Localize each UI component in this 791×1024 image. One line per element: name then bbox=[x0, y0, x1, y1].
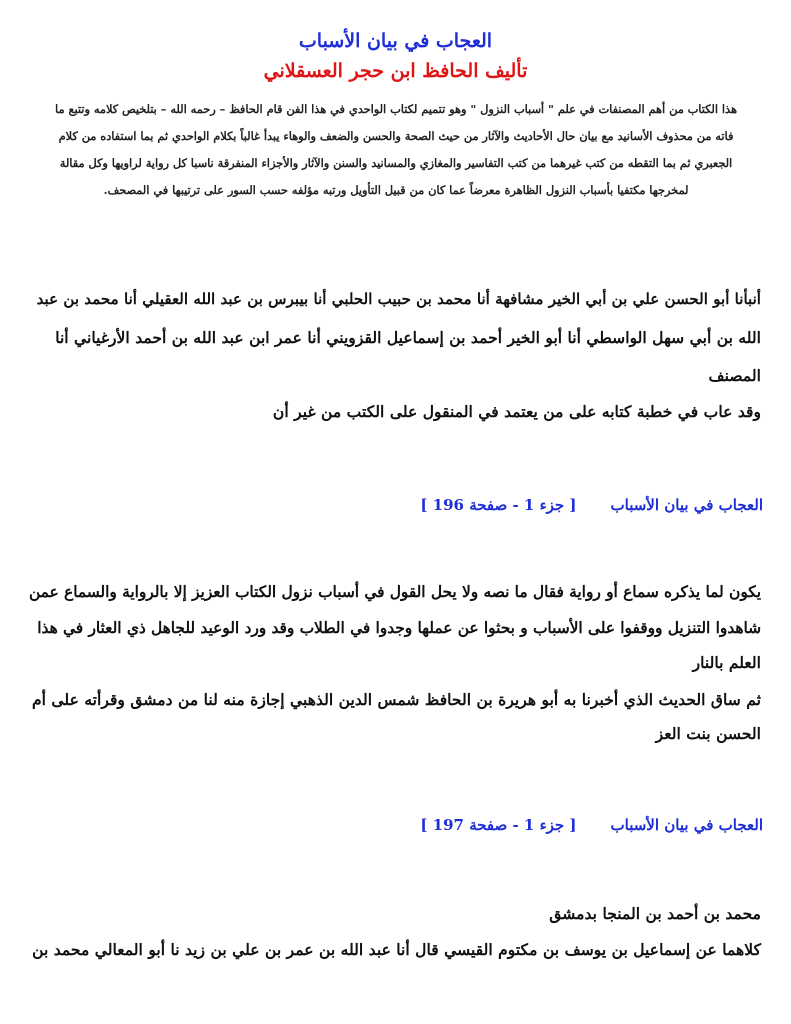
text-line: أنبأنا أبو الحسن علي بن أبي الخير مشافهة أنا محمد بن حبيب الحلبي أنا بيبرس بن عبد الله العقيلي أنا محمد بن عبد bbox=[36, 290, 761, 308]
intro-line: الجعبري ثم بما التقطه من كتب غيرهما من كتب التفاسير والمغازي والمسانيد والسنن والآثار والأجزاء المنفرقة ناسبا كل رواية لراويها وكل مقالة bbox=[59, 156, 733, 170]
text-line: محمد بن أحمد بن المنجا بدمشق bbox=[549, 904, 761, 923]
text-line: شاهدوا التنزيل ووقفوا على الأسباب و بحثوا عن عملها وجدوا في الطلاب وقد ورد الوعيد للجاهل ذي العثار في هذا bbox=[37, 619, 761, 637]
text-line: كلاهما عن إسماعيل بن يوسف بن مكتوم القيسي قال أنا عبد الله بن عمر بن علي بن زيد نا أبو المعالي محمد بن bbox=[32, 940, 761, 959]
page-ref-location: [ جزء 1 - صفحة 196 ] bbox=[420, 496, 577, 514]
page-ref-location: [ جزء 1 - صفحة 197 ] bbox=[420, 816, 577, 834]
text-line: يكون لما يذكره سماع أو رواية فقال ما نصه ولا يحل القول في أسباب نزول الكتاب العزيز إلا بالرواية والسماع عمن bbox=[29, 583, 761, 601]
text-line: الله بن أبي سهل الواسطي أنا أبو الخير أحمد بن إسماعيل القزويني أنا عمر ابن عبد الله بن أحمد الأرغياني أنا bbox=[55, 328, 761, 347]
page-ref-book: العجاب في بيان الأسباب bbox=[610, 816, 763, 834]
intro-line: لمخرجها مكتفيا بأسباب النزول الظاهرة معرضاً عما كان من قبيل التأويل ورتبه مؤلفه حسب السور على ترتيبها في المصحف. bbox=[103, 183, 689, 197]
intro-line: هذا الكتاب من أهم المصنفات في علم " أسباب النزول " وهو تتميم لكتاب الواحدي في هذا الفن قام الحافظ – رحمه الله – بتلخيص كلامه وتتبع ما bbox=[55, 102, 737, 116]
book-description bbox=[40, 96, 752, 204]
intro-line: فاته من محذوف الأسانيد مع بيان حال الأحاديث والآثار من حيث الصحة والحسن والضعف والوهاء يبدأ غالباً بكلام الواحدي ثم بما استفاده من كلام bbox=[58, 129, 734, 143]
book-author: تأليف الحافظ ابن حجر العسقلاني bbox=[263, 60, 528, 82]
book-title: العجاب في بيان الأسباب bbox=[298, 30, 493, 52]
text-line: الحسن بنت العز bbox=[655, 724, 761, 743]
text-line: العلم بالنار bbox=[692, 653, 761, 672]
text-line: ثم ساق الحديث الذي أخبرنا به أبو هريرة بن الحافظ شمس الدين الذهبي إجازة منه لنا من دمشق وقرأته على أم bbox=[32, 690, 761, 709]
page-ref-book: العجاب في بيان الأسباب bbox=[610, 496, 763, 514]
text-line: وقد عاب في خطبة كتابه على من يعتمد في المنقول على الكتب من غير أن bbox=[272, 402, 761, 421]
page-reference bbox=[420, 496, 763, 514]
page-reference bbox=[420, 816, 763, 834]
text-line: المصنف bbox=[708, 366, 761, 385]
